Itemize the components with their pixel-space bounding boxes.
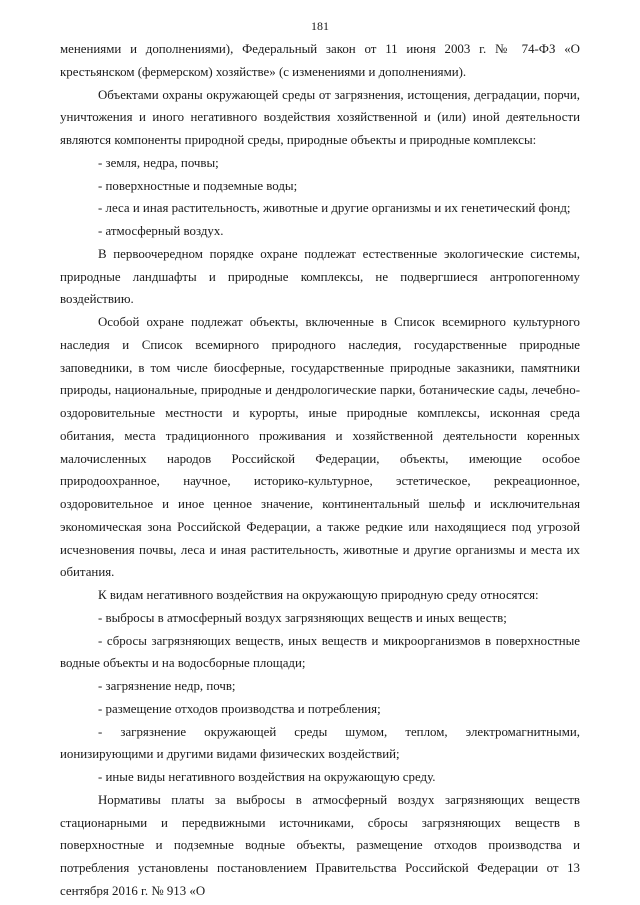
list-item: - поверхностные и подземные воды; <box>98 178 298 193</box>
paragraph-continuation: менениями и дополнениями), Федеральный закон от 11 июня 2003 г. № 74-ФЗ «О крестьянском (фермерском) хозяйстве» (с изменениями и дополнениями). <box>60 42 580 79</box>
paragraph: Особой охране подлежат объекты, включенные в Список всемирного культурного наследия и Список всемирного природного наследия, государственные природные заповедники, в том числе биосферные, государственные природные заказники, памятники природы, национальные, природные и дендрологические парки, ботанические сады, лечебно-оздоровительные местности и курорты, иные природные комплексы, исконная среда обитания, места традиционного проживания и хозяйственной деятельности коренных малочисленных народов Российской Федерации, объекты, имеющие особое природоохранное, научное, историко-культурное, эстетическое, рекреационное, оздоровительное и иное ценное значение, континентальный шельф и исключительная экономическая зона Российской Федерации, а также редкие или находящиеся под угрозой исчезновения почвы, леса и иная растительность, животные и другие организмы и места их обитания. <box>60 315 580 580</box>
paragraph: К видам негативного воздействия на окружающую природную среду относятся: <box>98 588 539 602</box>
document-body <box>60 38 580 903</box>
list-item: - иные виды негативного воздействия на окружающую среду. <box>98 770 436 784</box>
list-item: - земля, недра, почвы; <box>98 155 219 170</box>
paragraph: Нормативы платы за выбросы в атмосферный воздух загрязняющих веществ стационарными и передвижными источниками, сбросы загрязняющих веществ в поверхностные и подземные водные объекты, размещение отходов производства и потребления установлены постановлением Правительства Российской Федерации от 13 сентября 2016 г. № 913 «О <box>60 792 580 898</box>
paragraph: В первоочередном порядке охране подлежат естественные экологические системы, природные ландшафты и природные комплексы, не подвергшиеся антропогенному воздействию. <box>60 246 580 307</box>
list-item: - загрязнение окружающей среды шумом, теплом, электромагнитными, ионизирующими и другими видами физических воздействий; <box>60 724 580 762</box>
list-item: - сбросы загрязняющих веществ, иных веществ и микроорганизмов в поверхностные водные объекты и на водосборные площади; <box>60 633 580 671</box>
paragraph: Объектами охраны окружающей среды от загрязнения, истощения, деградации, порчи, уничтожения и иного негативного воздействия хозяйственной и (или) иной деятельности являются компоненты природной среды, природные объекты и природные комплексы: <box>60 87 580 147</box>
list-item: - леса и иная растительность, животные и другие организмы и их генетический фонд; <box>98 201 571 216</box>
list-item: - размещение отходов производства и потребления; <box>98 701 381 716</box>
list-item: - выбросы в атмосферный воздух загрязняющих веществ и иных веществ; <box>98 610 507 625</box>
page-number: 181 <box>311 19 329 33</box>
list-item: - атмосферный воздух. <box>98 224 224 238</box>
list-item: - загрязнение недр, почв; <box>98 679 236 693</box>
